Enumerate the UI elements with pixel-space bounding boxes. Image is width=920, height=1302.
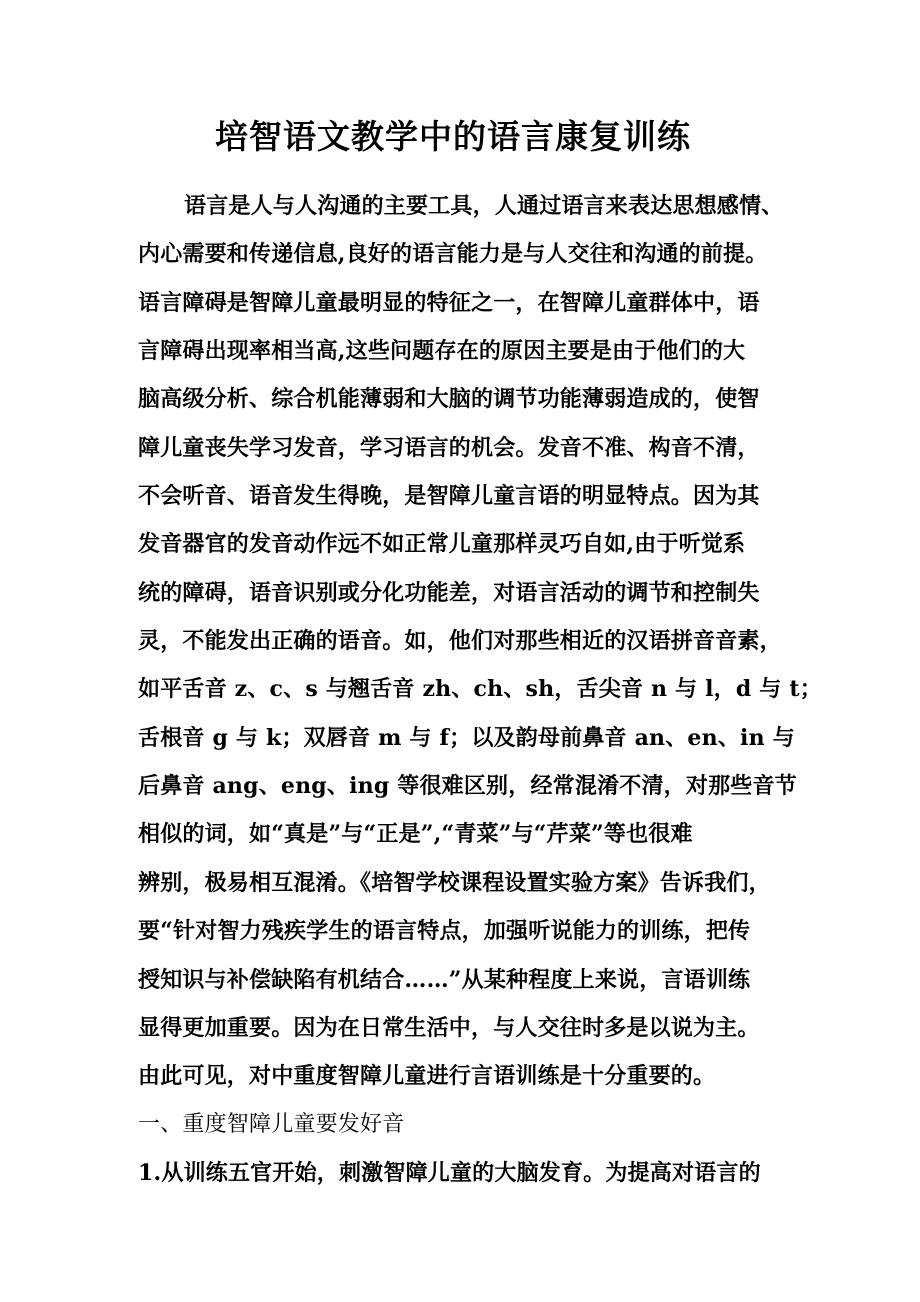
paragraph-line: 由此可见，对中重度智障儿童进行言语训练是十分重要的。 [138,1063,716,1090]
paragraph-line: 障儿童丧失学习发音，学习语言的机会。发音不准、构音不清， [138,434,760,461]
paragraph-line: 显得更加重要。因为在日常生活中，与人交往时多是以说为主。 [138,1014,760,1041]
paragraph-line: 相似的词，如“真是”与“正是”,“青菜”与“芹菜”等也很难 [138,821,693,848]
paragraph-line: 辨别，极易相互混淆。《培智学校课程设置实验方案》告诉我们， [138,869,771,896]
paragraph-line: 语言障碍是智障儿童最明显的特征之一，在智障儿童群体中，语 [138,289,760,316]
paragraph-line: 要“针对智力残疾学生的语言特点，加强听说能力的训练，把传 [138,918,751,945]
paragraph-line: 发音器官的发音动作远不如正常儿童那样灵巧自如,由于听觉系 [138,531,746,558]
paragraph-line: 不会听音、语音发生得晚，是智障儿童言语的明显特点。因为其 [138,483,760,510]
paragraph-line: 1.从训练五官开始，刺激智障儿童的大脑发育。为提高对语言的 [138,1159,761,1186]
paragraph-line: 舌根音 g 与 k；双唇音 m 与 f；以及韵母前鼻音 an、en、in 与 [138,724,795,751]
paragraph-line: 授知识与补偿缺陷有机结合……”从某种程度上来说，言语训练 [138,966,751,993]
paragraph-line: 后鼻音 ang、eng、ing 等很难区别，经常混淆不清，对那些音节 [138,773,797,800]
paragraph-line: 言障碍出现率相当高,这些问题存在的原因主要是由于他们的大 [138,338,746,365]
document-body [138,182,822,1197]
paragraph-line: 语言是人与人沟通的主要工具，人通过语言来表达思想感情、 [184,193,784,219]
document-title: 培智语文教学中的语言康复训练 [215,117,691,156]
paragraph-line: 如平舌音 z、c、s 与翘舌音 zh、ch、sh，舌尖音 n 与 l，d 与 t； [138,676,822,703]
paragraph-line: 统的障碍，语音识别或分化功能差，对语言活动的调节和控制失 [138,579,760,606]
paragraph-line: 灵，不能发出正确的语音。如，他们对那些相近的汉语拼音音素， [138,628,782,655]
paragraph-line: 脑高级分析、综合机能薄弱和大脑的调节功能薄弱造成的，使智 [138,386,760,413]
section-heading: 一、重度智障儿童要发好音 [138,1111,405,1137]
paragraph-line: 内心需要和传递信息,良好的语言能力是与人交往和沟通的前提。 [138,241,768,268]
